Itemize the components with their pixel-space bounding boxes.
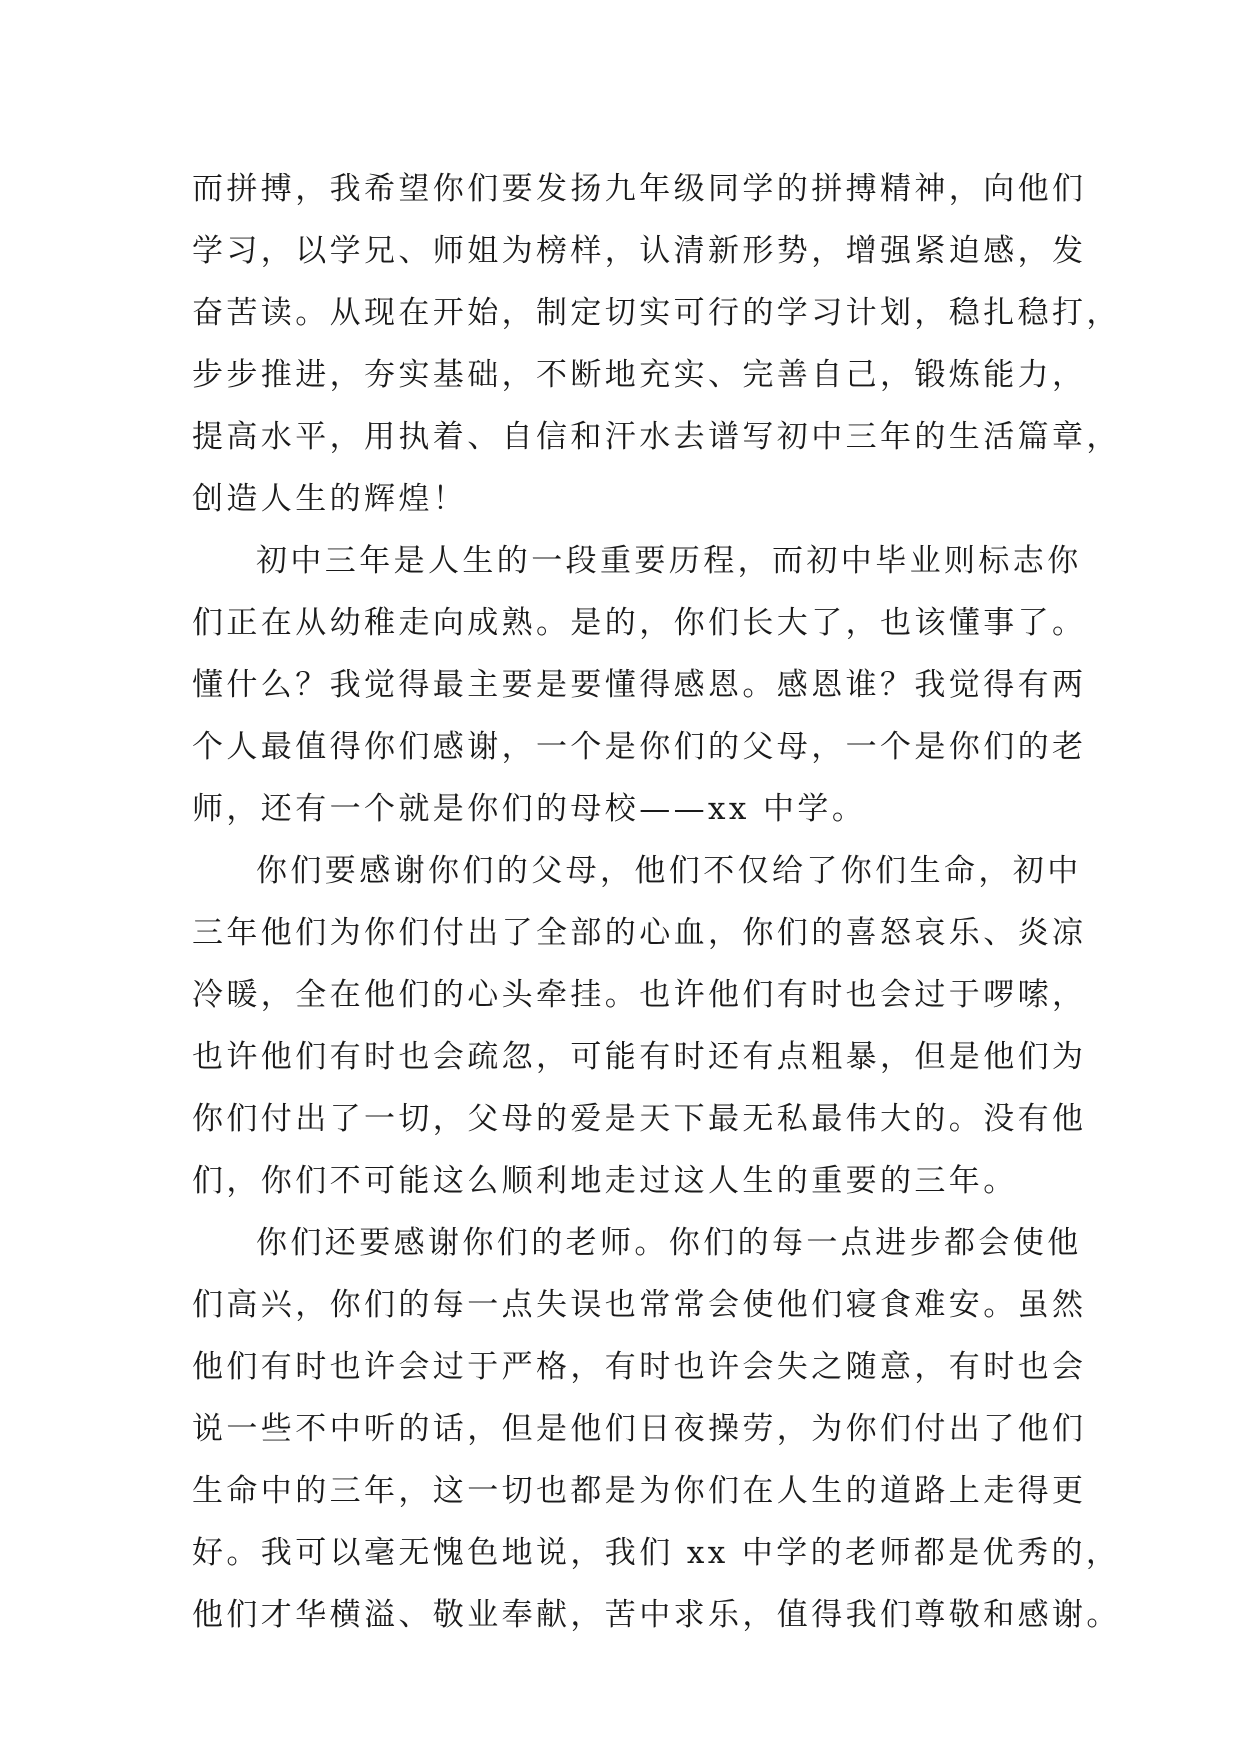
text-line: 们，你们不可能这么顺利地走过这人生的重要的三年。 [192, 1163, 1018, 1199]
text-line: 生命中的三年，这一切也都是为你们在人生的道路上走得更 [192, 1473, 1087, 1509]
paragraph [192, 840, 1087, 1212]
text-line: 他们有时也许会过于严格，有时也许会失之随意，有时也会 [192, 1349, 1087, 1385]
text-line: 们高兴，你们的每一点失误也常常会使他们寝食难安。虽然 [192, 1287, 1087, 1323]
text-line: 奋苦读。从现在开始，制定切实可行的学习计划，稳扎稳打， [192, 295, 1121, 331]
document-body [192, 158, 1121, 1646]
text-line: 创造人生的辉煌！ [192, 481, 468, 517]
text-line: 学习，以学兄、师姐为榜样，认清新形势，增强紧迫感，发 [192, 233, 1087, 269]
text-line: 师，还有一个就是你们的母校——xx 中学。 [192, 791, 867, 827]
paragraph [192, 158, 1121, 530]
text-line: 你们还要感谢你们的老师。你们的每一点进步都会使他 [256, 1225, 1082, 1261]
text-line: 你们要感谢你们的父母，他们不仅给了你们生命，初中 [256, 853, 1082, 889]
text-line: 也许他们有时也会疏忽，可能有时还有点粗暴，但是他们为 [192, 1039, 1087, 1075]
text-line: 而拼搏，我希望你们要发扬九年级同学的拼搏精神，向他们 [192, 171, 1087, 207]
text-line: 好。我可以毫无愧色地说，我们 xx 中学的老师都是优秀的， [192, 1535, 1121, 1571]
text-line: 步步推进，夯实基础，不断地充实、完善自己，锻炼能力， [192, 357, 1087, 393]
text-line: 懂什么？我觉得最主要是要懂得感恩。感恩谁？我觉得有两 [192, 667, 1087, 703]
text-line: 们正在从幼稚走向成熟。是的，你们长大了，也该懂事了。 [192, 605, 1087, 641]
paragraph [192, 530, 1087, 840]
text-line: 初中三年是人生的一段重要历程，而初中毕业则标志你 [256, 543, 1082, 579]
text-line: 个人最值得你们感谢，一个是你们的父母，一个是你们的老 [192, 729, 1087, 765]
text-line: 冷暖，全在他们的心头牵挂。也许他们有时也会过于啰嗦， [192, 977, 1087, 1013]
paragraph [192, 1212, 1121, 1646]
text-line: 说一些不中听的话，但是他们日夜操劳，为你们付出了他们 [192, 1411, 1087, 1447]
text-line: 提高水平，用执着、自信和汗水去谱写初中三年的生活篇章， [192, 419, 1121, 455]
text-line: 你们付出了一切，父母的爱是天下最无私最伟大的。没有他 [192, 1101, 1087, 1137]
text-line: 三年他们为你们付出了全部的心血，你们的喜怒哀乐、炎凉 [192, 915, 1087, 951]
text-line: 他们才华横溢、敬业奉献，苦中求乐，值得我们尊敬和感谢。 [192, 1597, 1121, 1633]
